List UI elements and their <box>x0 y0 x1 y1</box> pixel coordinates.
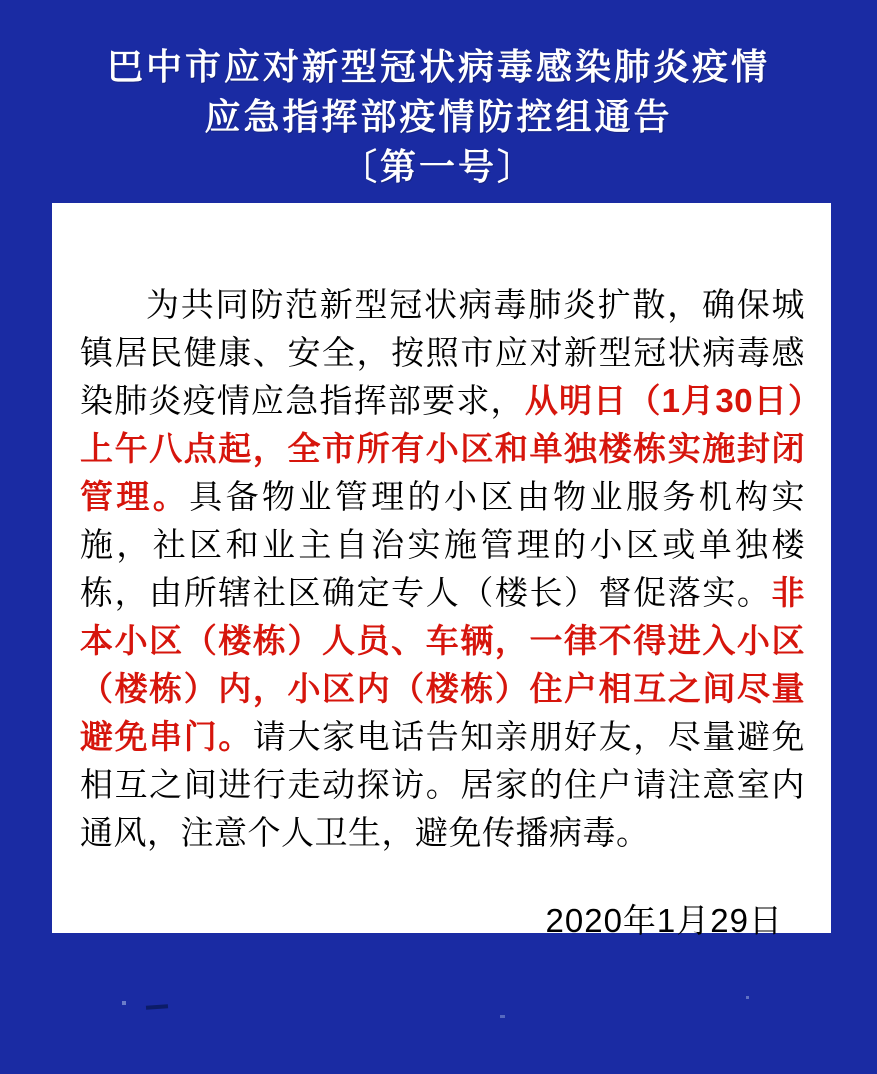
body-segment: 具备物业管理的小区由物业服务机构实施，社区和业主自治实施管理的小区或单独楼栋，由所辖社区确定专人（楼长）督促落实。 <box>80 478 806 611</box>
scan-artifact-dot <box>500 1015 505 1018</box>
scan-artifact-dot <box>122 1001 126 1005</box>
notice-card <box>52 203 831 939</box>
scan-artifact-dash <box>146 1004 168 1010</box>
scan-artifact-dot <box>746 996 749 999</box>
body-segment: 请大家电话告知亲朋好友，尽量避免相互之间进行走动探访。居家的住户请注意室内通风，注意个人卫生，避免传播病毒。 <box>80 718 805 851</box>
title-line-2: 应急指挥部疫情防控组通告 <box>204 96 673 137</box>
notice-body-paragraph <box>80 281 805 857</box>
title-line-3: 〔第一号〕 <box>340 146 536 187</box>
body-segment-emphasis: 非本小区（楼栋）人员、车辆，一律不得进入小区（楼栋）内，小区内（楼栋）住户相互之间尽量避免串门。 <box>80 574 805 755</box>
body-segment-emphasis: 从明日（1月30日）上午八点起，全市所有小区和单独楼栋实施封闭管理。 <box>80 382 805 515</box>
body-segment: 为共同防范新型冠状病毒肺炎扩散，确保城镇居民健康、安全，按照市应对新型冠状病毒感染肺炎疫情应急指挥部要求， <box>80 286 805 419</box>
notice-title <box>0 42 877 192</box>
notice-date: 2020年1月29日 <box>545 902 783 939</box>
title-line-1: 巴中市应对新型冠状病毒感染肺炎疫情 <box>106 46 770 87</box>
